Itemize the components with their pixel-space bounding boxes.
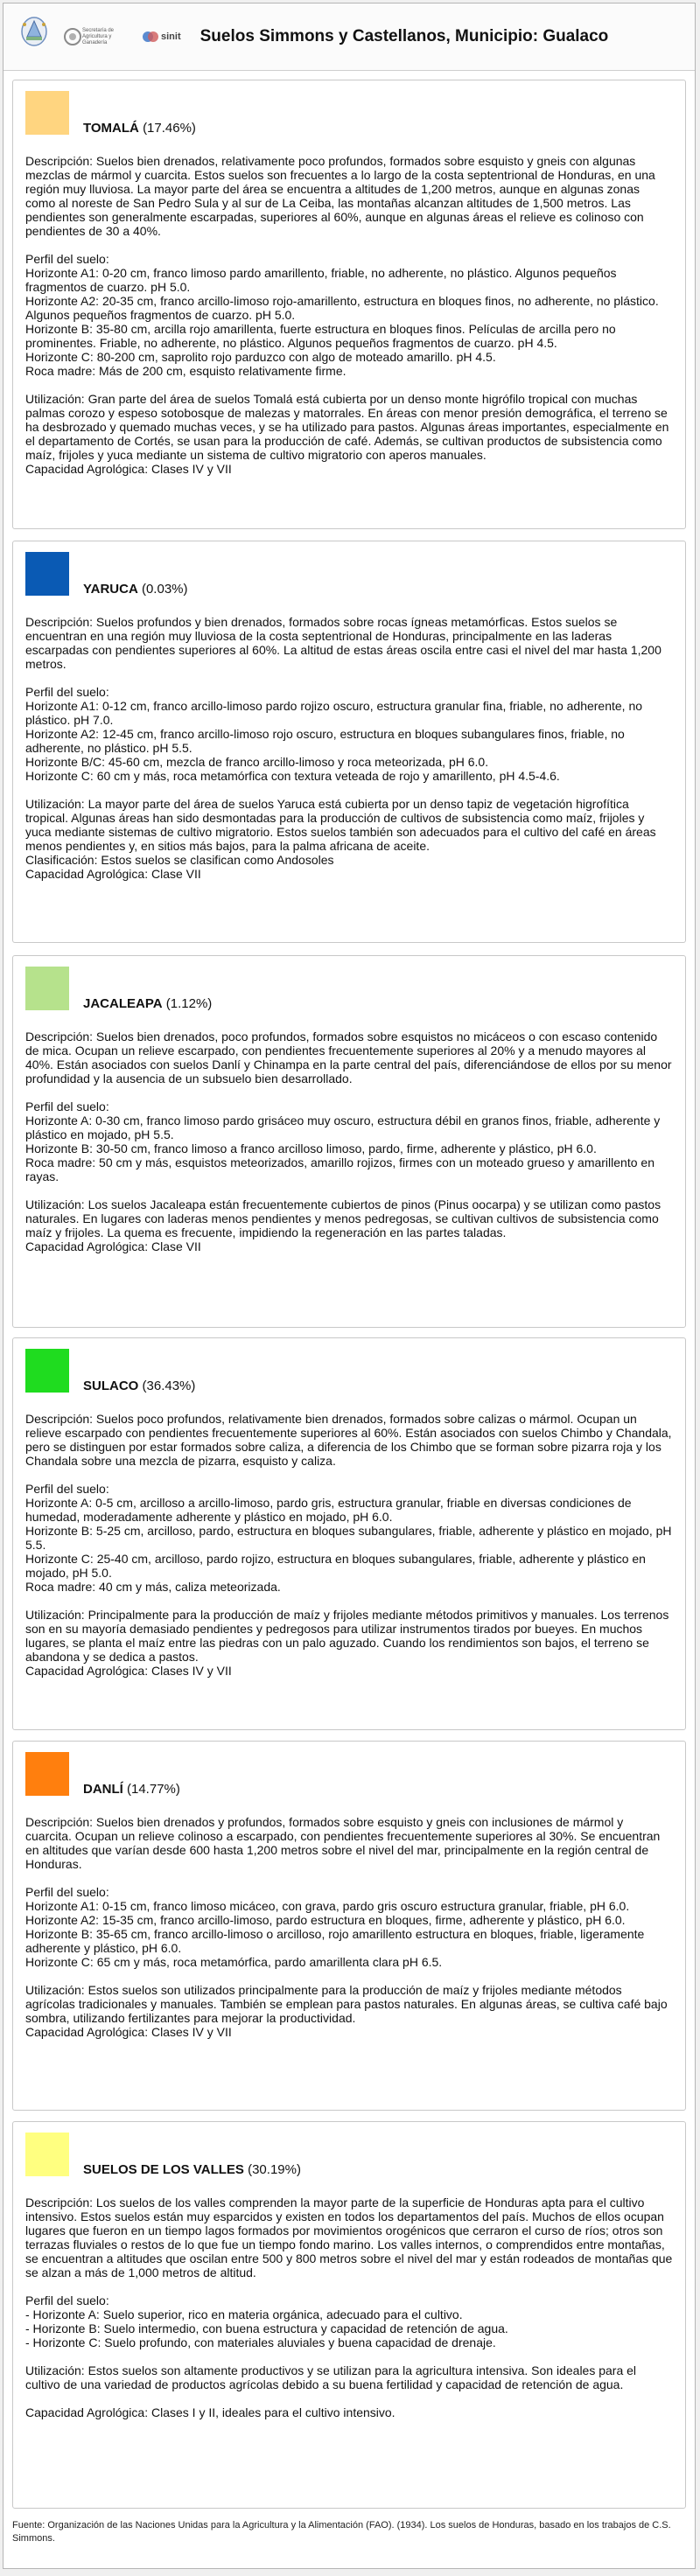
soil-name: SUELOS DE LOS VALLES [83,2162,244,2177]
paragraph-spacer [25,1183,673,1197]
soil-text-line: Descripción: Suelos poco profundos, relativamente bien drenados, formados sobre calizas o mármol. Ocupan un relieve escarpado con pendientes frecuentemente superiores al 60%. Están asociados con suelos Chimbo y Chandala, pero se distinguen por estar formados sobre caliza, a diferencia de los Chimbo que se forman sobre pizarra roja y los Chandala sobre una mezcla de pizarra, esquisto y caliza. [25,1412,672,1468]
soil-text-line: Utilización: La mayor parte del área de suelos Yaruca está cubierta por un denso tapiz de vegetación higrofítica tropical. Algunas áreas han sido desmontadas para la producción de cultivos de subsistencia como maíz, frijoles y yuca mediante sistemas de cultivo migratorio. Estos suelos también son adecuados para el cultivo del café en áreas menos pendientes y, en sitios más bajos, para la palma africana de aceite. [25,797,656,853]
soil-percent: (14.77%) [127,1782,180,1797]
soil-text-line: Descripción: Los suelos de los valles comprenden la mayor parte de la superficie de Honduras apta para el cultivo intensivo. Estos suelos están muy esparcidos y existen en todos los departamentos del país. Muchos de ellos ocupan lugares que fueron en un tiempo lagos formados por movimientos orogénicos que cerraron el curso de ríos; otros son terrazas fluviales o restos de lo que fue un tiempo fondo marino. Los valles internos, o comprendidos entre montañas, se encuentran a altitudes que oscilan entre 500 y 800 metros sobre el nivel del mar y están rodeados de montañas que se alzan a más de 1,000 metros de altitud. [25,2196,673,2279]
soil-text-line: Horizonte A2: 20-35 cm, franco arcillo-limoso rojo-amarillento, estructura en bloques finos, no adherente, no plástico. Algunos pequeños fragmentos de cuarzo. pH 5.0. [25,294,659,322]
paragraph-spacer [25,1871,673,1885]
soil-description [25,615,673,881]
soil-text-line: Utilización: Gran parte del área de suelos Tomalá está cubierta por un denso monte higrófilo tropical con muchas palmas corozo y espeso sotobosque de malezas y matorrales. En áreas con menor presión demográfica, el terreno se ha desbrozado y quemado muchas veces, y se ha utilizado para pastos. Algunas áreas importantes, especialmente en el departamento de Cortés, se usan para la producción de café. Además, se cultivan productos de subsistencia como maíz, frijoles y yuca mediante un sistema de cultivo migratorio con aperos manuales. [25,392,669,462]
header [4,3,695,71]
secretaria-logo [63,27,133,46]
soil-text-line: Perfil del suelo: [25,1885,109,1899]
soil-description [25,1412,673,1678]
soil-text-line: Utilización: Estos suelos son utilizados principalmente para la producción de maíz y frijoles mediante métodos agrícolas tradicionales y manuales. También se emplean para pastos naturales. En algunas áreas, se cultiva café bajo sombra, utilizando fertilizantes para mejorar la productividad. [25,1983,668,2025]
soil-text-line: Capacidad Agrológica: Clases I y II, ideales para el cultivo intensivo. [25,2405,396,2419]
paragraph-spacer [25,238,673,252]
soil-color-swatch [25,91,69,135]
soil-title [83,2162,301,2177]
soil-name: TOMALÁ [83,121,139,136]
soil-title [83,1379,195,1393]
paragraph-spacer [25,1468,673,1482]
logo-group [14,14,181,59]
soil-text-line: Horizonte A1: 0-15 cm, franco limoso micáceo, con grava, pardo gris oscuro estructura granular, friable, pH 6.0. [25,1899,630,1913]
soil-text-line: Perfil del suelo: [25,1100,109,1113]
soil-text-line: Horizonte B/C: 45-60 cm, mezcla de franco arcillo-limoso y roca meteorizada, pH 6.0. [25,755,489,769]
soil-color-swatch [25,967,69,1010]
soil-color-swatch [25,2133,69,2176]
soil-text-line: Clasificación: Estos suelos se clasifican como Andosoles [25,853,334,867]
soil-card-tomala [12,80,686,529]
soil-percent: (0.03%) [141,582,188,597]
soil-percent: (17.46%) [143,121,196,136]
honduras-coat-of-arms-icon [14,14,54,59]
soil-text-line: - Horizonte C: Suelo profundo, con materiales aluviales y buena capacidad de drenaje. [25,2335,496,2349]
soil-card-header [25,1752,673,1796]
soil-text-line: Horizonte A1: 0-20 cm, franco limoso pardo amarillento, friable, no adherente, no plástico. Algunos pequeños fragmentos de cuarzo. pH 5.0. [25,266,617,294]
soil-text-line: Descripción: Suelos profundos y bien drenados, formados sobre rocas ígneas metamórficas. Estos suelos se encuentran en una región muy lluviosa de la costa septentrional de Honduras, principalmente en las laderas escarpadas con pendientes superiores al 60%. La altitud de estas áreas oscila entre casi el nivel del mar hasta 1,200 metros. [25,615,662,671]
soil-text-line: Capacidad Agrológica: Clases IV y VII [25,1664,232,1678]
soil-text-line: Horizonte A1: 0-12 cm, franco arcillo-limoso pardo rojizo oscuro, estructura granular fina, friable, no adherente, no plástico. pH 7.0. [25,699,643,727]
soil-text-line: Horizonte A: 0-30 cm, franco limoso pardo grisáceo muy oscuro, estructura débil en granos finos, friable, adherente y plástico en mojado, pH 5.5. [25,1113,661,1141]
soil-card-header [25,2133,673,2176]
soil-text-line: Horizonte C: 80-200 cm, saprolito rojo parduzco con algo de moteado amarillo. pH 4.5. [25,350,496,364]
soil-text-line: Capacidad Agrológica: Clases IV y VII [25,462,232,476]
sinit-logo-text: sinit [161,31,181,42]
soil-text-line: Horizonte A2: 15-35 cm, franco arcillo-limoso, pardo estructura en bloques, firme, adherente y plástico, pH 6.0. [25,1913,626,1927]
soil-name: YARUCA [83,582,138,597]
soil-text-line: Utilización: Los suelos Jacaleapa están frecuentemente cubiertos de pinos (Pinus oocarpa) y se utilizan como pastos naturales. En lugares con laderas menos pendientes y menos pedregosas, se cultivan cultivos de subsistencia como maíz y frijoles. La quema es frecuente, impidiendo la regeneración en las partes taladas. [25,1197,662,1239]
soil-text-line: Perfil del suelo: [25,685,109,699]
soil-text-line: Horizonte C: 25-40 cm, arcilloso, pardo rojizo, estructura en bloques subangulares, friable, adherente y plástico en mojado, pH 5.0. [25,1552,646,1580]
soil-title [83,996,212,1011]
soil-description [25,2196,673,2419]
soil-text-line: Roca madre: 50 cm y más, esquistos meteorizados, amarillo rojizos, firmes con un moteado grueso y amarillento en rayas. [25,1155,654,1183]
soil-text-line: Horizonte B: 5-25 cm, arcilloso, pardo, estructura en bloques subangulares, friable, adherente y plástico en mojado, pH 5.5. [25,1524,672,1552]
paragraph-spacer [25,1594,673,1608]
paragraph-spacer [25,783,673,797]
soil-card-danli [12,1741,686,2111]
soil-card-header [25,552,673,596]
sinit-logo-icon [142,29,159,45]
soil-text-line: Horizonte B: 35-80 cm, arcilla rojo amarillenta, fuerte estructura en bloques finos. Películas de arcilla pero no prominentes. Friable, no adherente, no plástico. Algunos pequeños fragmentos de cuarzo. pH 4.5. [25,322,616,350]
soil-percent: (30.19%) [248,2162,301,2177]
soil-text-line: Roca madre: 40 cm y más, caliza meteorizada. [25,1580,281,1594]
soil-text-line: Horizonte C: 60 cm y más, roca metamórfica con textura veteada de rojo y amarillento, pH 4.5-4.6. [25,769,560,783]
soil-text-line: Capacidad Agrológica: Clase VII [25,867,201,881]
soil-text-line: Descripción: Suelos bien drenados, poco profundos, formados sobre esquistos no micáceos o con escaso contenido de mica. Ocupan un relieve escarpado, con pendientes frecuentemente superiores al 20% y a menudo mayores al 40%. Están asociados con suelos Danlí y Chinampa en la parte central del país, diferenciándose de ellos por su menor profundidad y la ausencia de un subsuelo bien desarrollado. [25,1030,672,1086]
paragraph-spacer [25,2349,673,2363]
soil-text-line: Horizonte A2: 12-45 cm, franco arcillo-limoso rojo oscuro, estructura en bloques subangulares finos, friable, no adherente, no plástico. pH 5.5. [25,727,625,755]
paragraph-spacer [25,671,673,685]
soil-title [83,121,196,136]
paragraph-spacer [25,378,673,392]
soil-text-line: Horizonte B: 30-50 cm, franco limoso a franco arcilloso limoso, pardo, firme, adherente y plástico, pH 6.0. [25,1141,597,1155]
paragraph-spacer [25,2279,673,2293]
soil-name: SULACO [83,1379,139,1393]
paragraph-spacer [25,1969,673,1983]
soil-name: DANLÍ [83,1782,123,1797]
soil-text-line: Utilización: Principalmente para la producción de maíz y frijoles mediante métodos primitivos y manuales. Los terrenos son en su mayoría demasiado pendientes y pedregosos para utilizar instrumentos tirados por bueyes. En muchos lugares, se planta el maíz entre las piedras con un palo aguzado. Cuando los rendimientos son bajos, el terreno se abandona y se dedica a pastos. [25,1608,669,1664]
soil-description [25,1030,673,1253]
sinit-logo [142,29,181,45]
soil-name: JACALEAPA [83,996,163,1011]
soil-percent: (36.43%) [142,1379,196,1393]
soil-color-swatch [25,552,69,596]
soil-text-line: Descripción: Suelos bien drenados, relativamente poco profundos, formados sobre esquisto y gneis con algunas mezclas de mármol y cuarcita. Estos suelos son frecuentes a lo largo de la costa septentrional de Honduras, en una región muy lluviosa. La mayor parte del área se encuentra a altitudes de 1,200 metros, aunque en algunas zonas como al noreste de San Pedro Sula y al sur de La Ceiba, las montañas alcanzan altitudes de 1,500 metros. Las pendientes son generalmente escarpadas, superiores al 60%, aunque en algunas áreas el relieve es colinoso con pendientes de 30 a 40%. [25,154,655,238]
soil-card-yaruca [12,541,686,943]
coat-of-arms-logo [14,14,54,59]
secretaria-agricultura-logo-icon [63,27,82,46]
soil-percent: (1.12%) [165,996,213,1011]
soil-text-line: Capacidad Agrológica: Clase VII [25,1239,201,1253]
soil-text-line: - Horizonte B: Suelo intermedio, con buena estructura y capacidad de retención de agua. [25,2321,508,2335]
soil-card-header [25,1349,673,1393]
soil-description [25,154,673,476]
soil-text-line: Horizonte A: 0-5 cm, arcilloso a arcillo-limoso, pardo gris, estructura granular, friable en diversas condiciones de humedad, moderadamente adherente y plástico en mojado, pH 6.0. [25,1496,632,1524]
soil-description [25,1815,673,2039]
soil-text-line: Horizonte B: 35-65 cm, franco arcillo-limoso o arcilloso, rojo amarillento estructura en bloques, friable, ligeramente adherente y plástico, pH 6.0. [25,1927,645,1955]
page-title: Suelos Simmons y Castellanos, Municipio: Gualaco [200,27,609,45]
soil-text-line: Capacidad Agrológica: Clases IV y VII [25,2025,232,2039]
soil-card-header [25,91,673,135]
soil-title [83,1782,180,1797]
soil-text-line: Perfil del suelo: [25,2293,109,2307]
soil-text-line: Utilización: Estos suelos son altamente productivos y se utilizan para la agricultura intensiva. Son ideales para el cultivo de una variedad de productos agrícolas debido a su buena fertilidad y capacidad de retención de agua. [25,2363,637,2391]
soil-text-line: Perfil del suelo: [25,252,109,266]
soil-text-line: Perfil del suelo: [25,1482,109,1496]
source-footnote: Fuente: Organización de las Naciones Unidas para la Agricultura y la Alimentación (FAO). (1934). Los suelos de Honduras, basado en los trabajos de C.S. Simmons. [12,2520,671,2544]
soil-title [83,582,188,597]
page [3,3,696,2569]
soil-text-line: - Horizonte A: Suelo superior, rico en materia orgánica, adecuado para el cultivo. [25,2307,463,2321]
soil-card-valles [12,2121,686,2509]
soil-text-line: Horizonte C: 65 cm y más, roca metamórfica, pardo amarillenta clara pH 6.5. [25,1955,443,1969]
soil-card-header [25,967,673,1010]
soil-text-line: Roca madre: Más de 200 cm, esquisto relativamente firme. [25,364,346,378]
paragraph-spacer [25,1086,673,1100]
soil-card-sulaco [12,1337,686,1730]
secretaria-logo-text: Secretaría de Agricultura y Ganadería [82,27,115,45]
soil-text-line: Descripción: Suelos bien drenados y profundos, formados sobre esquisto y gneis con inclusiones de mármol y cuarcita. Ocupan un relieve colinoso a escarpado, con pendientes frecuentemente superiores al 30%. Se encuentran en altitudes que varían desde 600 hasta 1,200 metros sobre el nivel del mar, principalmente en la región central de Honduras. [25,1815,661,1871]
paragraph-spacer [25,2391,673,2405]
soil-color-swatch [25,1752,69,1796]
soil-card-jacaleapa [12,955,686,1328]
soil-color-swatch [25,1349,69,1393]
